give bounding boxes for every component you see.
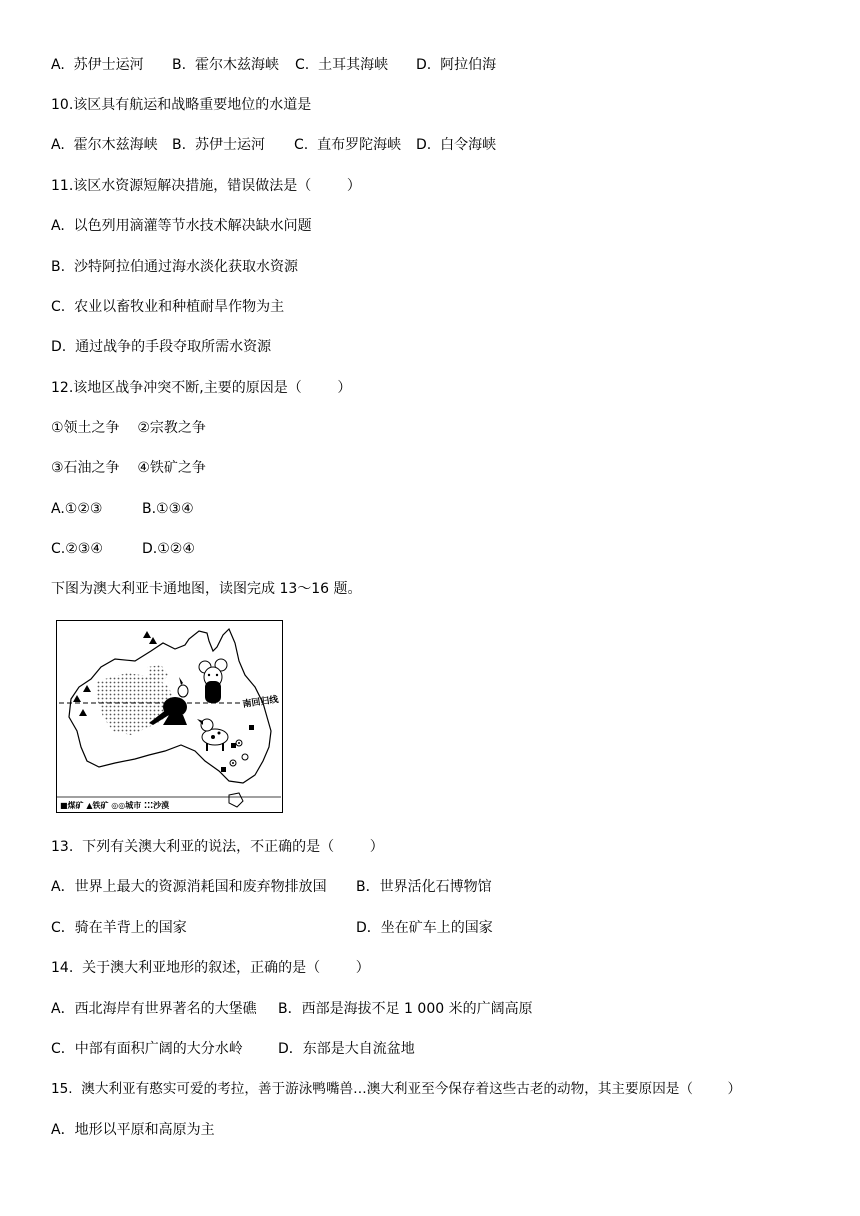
q13-option-c: C．骑在羊背上的国家	[51, 920, 187, 936]
q13-option-a: A．世界上最大的资源消耗国和废弃物排放国	[51, 879, 327, 895]
q10-option-a: A. 霍尔木兹海峡	[51, 137, 158, 153]
city-marker	[238, 742, 240, 744]
q15-stem: 15. 澳大利亚有憨实可爱的考拉，善于游泳鸭嘴兽…澳大利亚至今保存着这些古老的动物，其主要原因是（ ）	[51, 1081, 742, 1097]
coal-marker	[221, 767, 226, 772]
q13-option-d: D．坐在矿车上的国家	[356, 920, 493, 936]
q11-option-a: A. 以色列用滴灌等节水技术解决缺水问题	[51, 218, 312, 234]
city-marker	[232, 762, 234, 764]
q12-items-2: ③石油之争 ④铁矿之争	[51, 460, 206, 476]
q14-option-b: B．西部是海拔不足 1 000 米的广阔高原	[278, 1001, 533, 1017]
q10-stem: 10.该区具有航运和战略重要地位的水道是	[51, 97, 312, 113]
q9-option-b: B. 霍尔木兹海峡	[172, 57, 279, 73]
q9-option-d: D. 阿拉伯海	[416, 57, 497, 73]
coal-marker	[231, 743, 236, 748]
q11-option-b: B. 沙特阿拉伯通过海水淡化获取水资源	[51, 259, 298, 275]
q14-option-a: A．西北海岸有世界著名的大堡礁	[51, 1001, 257, 1017]
q13-option-b: B．世界活化石博物馆	[356, 879, 492, 895]
q10-option-c: C. 直布罗陀海峡	[294, 137, 402, 153]
q12-option-a: A.①②③	[51, 501, 103, 517]
tasmania-outline	[229, 793, 243, 807]
tropic-label: 南回归线	[242, 695, 280, 710]
iron-ore-marker	[143, 631, 151, 638]
iron-ore-marker	[149, 637, 157, 644]
q12-option-d: D.①②④	[142, 541, 195, 557]
map-legend: ■煤矿 ▲铁矿 ◎◎城市 ⁚⁚⁚沙漠	[60, 801, 170, 810]
q14-option-d: D．东部是大自流盆地	[278, 1041, 415, 1057]
map-intro: 下图为澳大利亚卡通地图，读图完成 13～16 题。	[51, 581, 362, 597]
q11-option-d: D. 通过战争的手段夺取所需水资源	[51, 339, 272, 355]
q12-items-1: ①领土之争 ②宗教之争	[51, 420, 206, 436]
q12-stem: 12.该地区战争冲突不断,主要的原因是（ ）	[51, 380, 352, 396]
australia-map	[56, 620, 283, 813]
q14-stem: 14. 关于澳大利亚地形的叙述，正确的是（ ）	[51, 960, 370, 976]
q12-option-b: B.①③④	[142, 501, 194, 517]
q14-option-c: C．中部有面积广阔的大分水岭	[51, 1041, 243, 1057]
q12-option-c: C.②③④	[51, 541, 103, 557]
q11-stem: 11.该区水资源短解决措施，错误做法是（ ）	[51, 178, 361, 194]
q10-option-b: B. 苏伊士运河	[172, 137, 265, 153]
q15-option-a: A．地形以平原和高原为主	[51, 1122, 215, 1138]
q9-option-c: C. 土耳其海峡	[295, 57, 389, 73]
q11-option-c: C. 农业以畜牧业和种植耐旱作物为主	[51, 299, 285, 315]
q9-option-a: A. 苏伊士运河	[51, 57, 144, 73]
q13-stem: 13. 下列有关澳大利亚的说法，不正确的是（ ）	[51, 839, 384, 855]
coal-marker	[249, 725, 254, 730]
q10-option-d: D. 白令海峡	[416, 137, 497, 153]
